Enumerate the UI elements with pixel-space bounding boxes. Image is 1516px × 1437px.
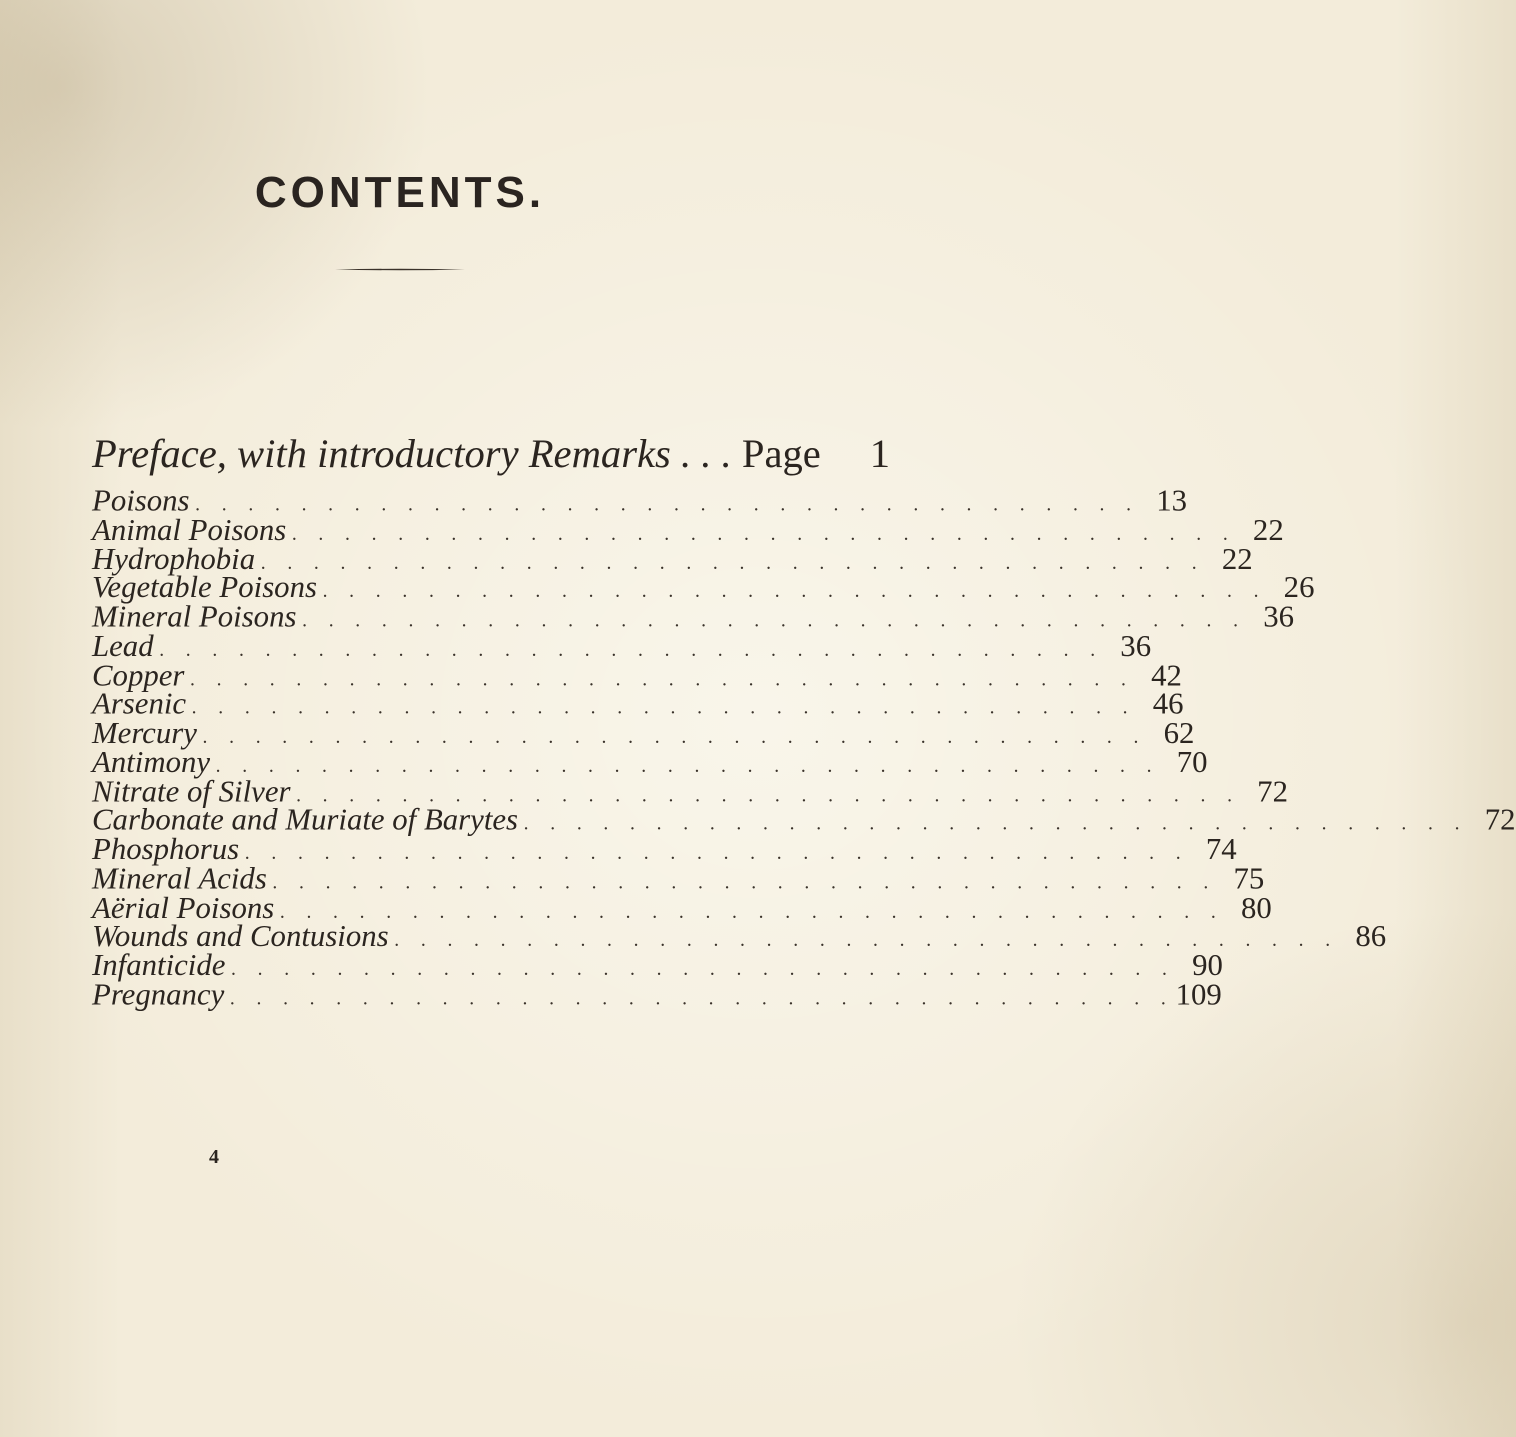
entry-page-number: 46	[1152, 685, 1184, 721]
dot-leader: . . . . . . . . . . . . . . . . . . . . . . . . . . . . . . . . . . . .	[202, 727, 1147, 749]
entry-title: Vegetable Poisons	[92, 569, 317, 605]
dot-leader: . . . . . . . . . . . . . . . . . . . . . . . . . . . . . . . . . . . .	[191, 698, 1136, 720]
entry-title: Carbonate and Muriate of Barytes	[92, 801, 519, 837]
page-label: Page	[741, 432, 821, 477]
entry-title: Copper	[92, 656, 185, 692]
entry-title: Mineral Acids	[92, 860, 267, 896]
page-title: CONTENTS.	[254, 168, 546, 217]
dot-leader: . . . . . . . . . . . . . . . . . . . . . . . . . . . . . . . . . . . .	[394, 930, 1339, 952]
entry-page-number: 70	[1176, 743, 1208, 779]
entry-page-number: 26	[1283, 569, 1315, 605]
entry-page-number: 36	[1263, 598, 1294, 634]
dot-leader: . . . . . . . . . . . . . . . . . . . . . . . . . . . . . . . . . . . .	[523, 814, 1468, 836]
dot-leader: . . . . . . . . . . . . . . . . . . . . . . . . . . . . . . . . . . . .	[195, 495, 1140, 516]
dot-leader: . . . . . . . . . . . . . . . . . . . . . . . . . . . . . . . . . . . .	[322, 582, 1267, 604]
entry-title: Mercury	[92, 714, 197, 750]
entry-title: Hydrophobia	[92, 540, 256, 576]
toc-entry	[92, 976, 1222, 1014]
entry-page-number: 74	[1205, 831, 1237, 866]
entry-title: Phosphorus	[92, 831, 240, 866]
entry-page-number: 86	[1355, 918, 1387, 954]
ornamental-rule-icon	[335, 268, 465, 271]
entry-page-number: 72	[1257, 772, 1288, 808]
dot-leader: . . . . . . . . . . . . . . . . . . . . . . . . . . . . . . . . . . . .	[215, 756, 1160, 778]
entry-page-number: 36	[1120, 627, 1152, 663]
entry-page-number: 22	[1221, 540, 1253, 576]
entry-title: Mineral Poisons	[92, 598, 297, 634]
entry-title: Infanticide	[92, 947, 226, 983]
entry-title: Wounds and Contusions	[92, 918, 389, 954]
entry-page-number: 80	[1240, 889, 1272, 925]
preface-entry	[92, 432, 890, 482]
entry-title: Animal Poisons	[92, 511, 287, 547]
entry-title: Poisons	[92, 482, 190, 518]
dot-leader: . . . . . . . . . . . . . . . . . . . . . . . . . . . . . . . . . . . .	[244, 843, 1190, 865]
entry-page-number: 75	[1233, 860, 1265, 896]
entry-page-number: 90	[1192, 947, 1223, 983]
dot-leader: . . . . . . . . . . . . . . . . . . . . . . . . . . . . . . . . . . . .	[229, 988, 1175, 1010]
dot-leader: . . . . . . . . . . . . . . . . . . . . . . . . . . . . . . . . . . . .	[260, 553, 1206, 575]
dot-leader: . . . . . . . . . . . . . . . . . . . . . . . . . . . . . . . . . . . .	[231, 959, 1176, 981]
ornamental-rule	[335, 268, 465, 271]
dot-leader: . . . . . . . . . . . . . . . . . . . . . . . . . . . . . . . . . . . .	[296, 785, 1241, 807]
entry-page-number: 42	[1151, 656, 1182, 692]
signature-mark: 4	[209, 1146, 219, 1168]
dot-leader: . . . . . . . . . . . . . . . . . . . . . . . . . . . . . . . . . . . .	[272, 872, 1217, 894]
dot-leader: . . . . . . . . . . . . . . . . . . . . . . . . . . . . . . . . . . . .	[190, 669, 1135, 691]
preface-page-number: 1	[869, 432, 890, 477]
entry-page-number: 72	[1484, 801, 1516, 837]
entry-title: Pregnancy	[92, 976, 225, 1012]
entry-title: Antimony	[92, 743, 211, 779]
entry-page-number: 109	[1175, 976, 1222, 1012]
entry-title: Lead	[92, 627, 154, 663]
entry-title: Aërial Poisons	[92, 889, 275, 925]
dot-leader: . . . . . . . . . . . . . . . . . . . . . . . . . . . . . . . . . . . .	[279, 901, 1225, 923]
entry-page-number: 62	[1163, 714, 1195, 750]
table-of-contents	[92, 432, 1516, 1012]
dot-leader: . . . . . . . . . . . . . . . . . . . . . . . . . . . . . . . . . . . .	[291, 524, 1237, 546]
entry-page-number: 13	[1156, 482, 1188, 518]
entry-title: Nitrate of Silver	[92, 772, 291, 808]
preface-title: Preface, with introductory Remarks . . .	[92, 432, 732, 477]
dot-leader: . . . . . . . . . . . . . . . . . . . . . . . . . . . . . . . . . . . .	[159, 640, 1104, 662]
entry-page-number: 22	[1252, 511, 1284, 547]
entry-title: Arsenic	[92, 685, 187, 721]
dot-leader: . . . . . . . . . . . . . . . . . . . . . . . . . . . . . . . . . . . .	[302, 611, 1247, 633]
